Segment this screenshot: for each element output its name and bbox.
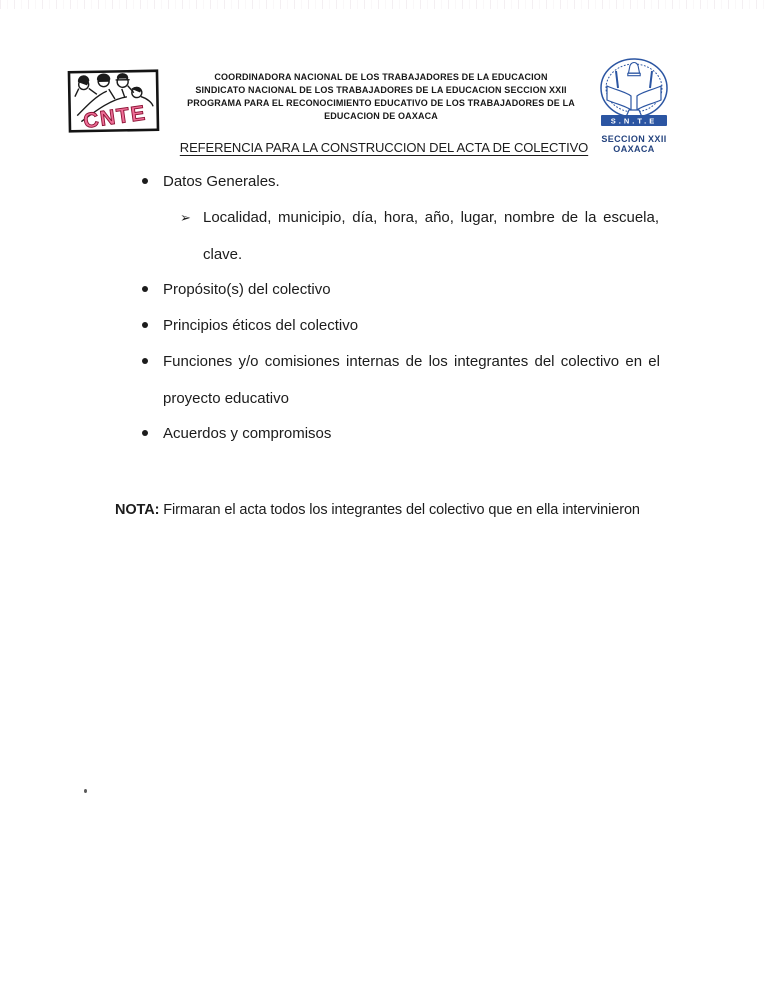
scan-noise-artifact	[0, 0, 768, 9]
letterhead-line-3: PROGRAMA PARA EL RECONOCIMIENTO EDUCATIVO DE LOS TRABAJADORES DE LA	[187, 98, 575, 108]
arrow-bullet-icon: ➢	[180, 210, 191, 225]
cnte-logo-image	[67, 69, 161, 135]
snte-banner-label: S.N.T.E	[610, 116, 658, 126]
cnte-logo	[67, 69, 161, 140]
bullet-icon	[142, 178, 148, 184]
sub-list-item	[180, 199, 659, 273]
list-item	[140, 343, 660, 417]
cnte-logo-wordmark: CNTE	[82, 101, 148, 134]
letterhead-line-1: COORDINADORA NACIONAL DE LOS TRABAJADORES DE LA EDUCACION	[214, 72, 548, 82]
bullet-icon	[142, 358, 148, 364]
note-text: Firmaran el acta todos los integrantes del colectivo que en ella intervinieron	[163, 502, 640, 518]
list-item	[140, 271, 660, 308]
snte-section-label: SECCION XXII	[601, 134, 667, 144]
list-item	[140, 415, 660, 452]
bullet-icon	[142, 322, 148, 328]
list-item	[140, 307, 660, 344]
list-item-text: Acuerdos y compromisos	[163, 425, 332, 442]
page-title-text: REFERENCIA PARA LA CONSTRUCCION DEL ACTA DE COLECTIVO	[179, 140, 589, 155]
list-item-text: Propósito(s) del colectivo	[163, 281, 331, 298]
list-item-text: Principios éticos del colectivo	[163, 317, 359, 334]
letterhead	[172, 71, 590, 123]
sub-list-item-text: Localidad, municipio, día, hora, año, lugar, nombre de la escuela, clave.	[203, 209, 659, 263]
bullet-icon	[142, 286, 148, 292]
list-item	[140, 163, 660, 200]
list-item-text: Datos Generales.	[163, 173, 280, 190]
snte-state-label: OAXACA	[613, 144, 655, 154]
scan-speck-artifact	[84, 789, 87, 793]
note-label: NOTA:	[115, 502, 160, 518]
bullet-icon	[142, 430, 148, 436]
snte-emblem-image	[595, 55, 673, 129]
letterhead-line-2: SINDICATO NACIONAL DE LOS TRABAJADORES DE LA EDUCACION SECCION XXII	[195, 85, 567, 95]
page-title	[0, 140, 768, 155]
letterhead-line-4: EDUCACION DE OAXACA	[324, 111, 438, 121]
list-item-text: Funciones y/o comisiones internas de los integrantes del colectivo en el proyecto educativo	[163, 353, 660, 407]
note-paragraph	[115, 499, 681, 521]
